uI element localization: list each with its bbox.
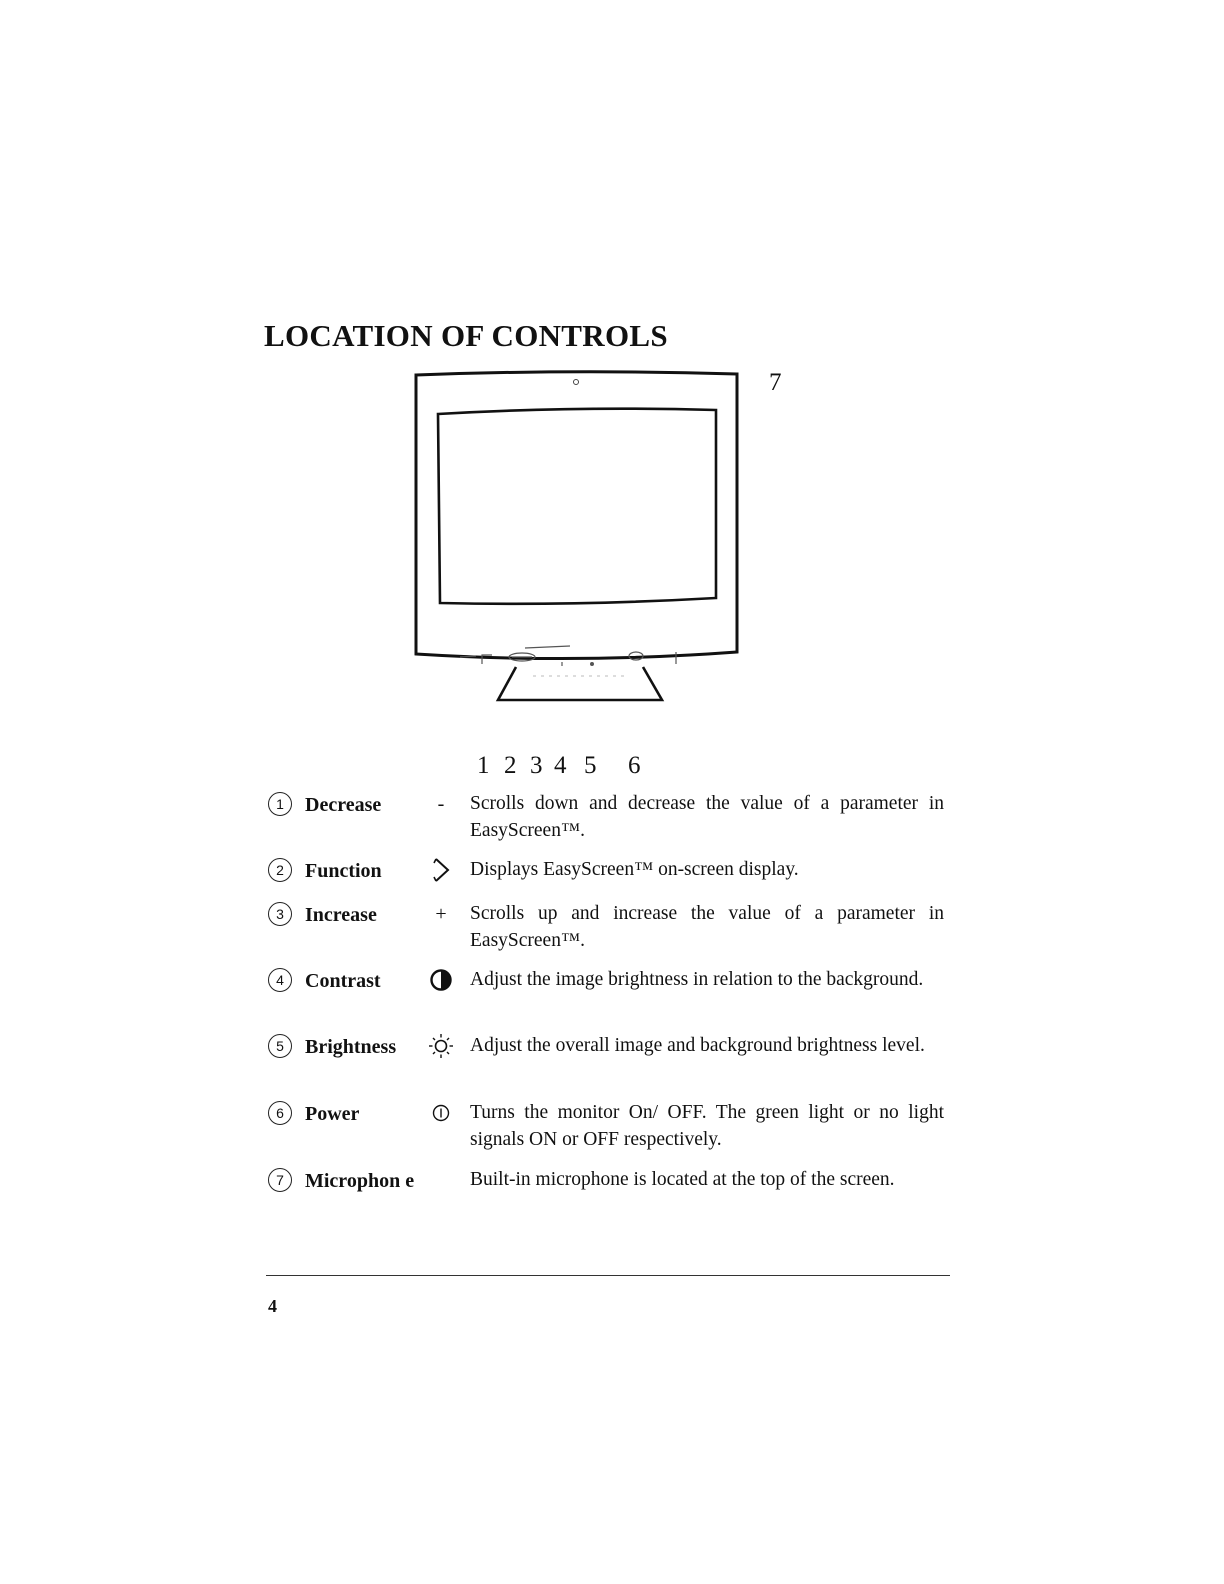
page-number: 4 xyxy=(268,1296,277,1316)
contrast-icon xyxy=(424,966,458,994)
control-description: Displays EasyScreen™ on-screen display. xyxy=(470,859,799,880)
item-number: 1 xyxy=(268,792,292,816)
control-description: Adjust the overall image and background brightness level. xyxy=(470,1035,925,1056)
item-number: 2 xyxy=(268,858,292,882)
monitor-screen xyxy=(438,409,716,604)
control-description: Scrolls up and increase the value of a parameter in EasyScreen™. xyxy=(470,903,944,951)
brightness-sun-icon xyxy=(424,1032,458,1060)
function-diamond-icon xyxy=(424,856,458,884)
callout-2: 2 xyxy=(504,752,517,779)
footer-rule xyxy=(266,1275,950,1276)
item-number: 6 xyxy=(268,1101,292,1125)
item-number: 3 xyxy=(268,902,292,926)
callout-7: 7 xyxy=(769,369,782,396)
item-number: 7 xyxy=(268,1168,292,1192)
minus-icon: - xyxy=(437,792,445,815)
control-name: Microphon e xyxy=(305,1170,415,1192)
control-name: Increase xyxy=(305,904,377,926)
control-name: Contrast xyxy=(305,970,381,992)
callout-3: 3 xyxy=(530,752,543,779)
callout-6: 6 xyxy=(628,752,641,779)
control-name: Decrease xyxy=(305,794,382,816)
front-buttons xyxy=(460,646,676,666)
control-name: Brightness xyxy=(305,1036,397,1058)
page-title: LOCATION OF CONTROLS xyxy=(264,318,668,353)
item-number: 5 xyxy=(268,1034,292,1058)
monitor-bezel xyxy=(416,372,737,659)
control-description: Adjust the image brightness in relation to the background. xyxy=(470,969,924,990)
item-number: 4 xyxy=(268,968,292,992)
control-name: Function xyxy=(305,860,382,882)
callout-1: 1 xyxy=(477,752,490,779)
control-description: Turns the monitor On/ OFF. The green light or no light signals ON or OFF respectively. xyxy=(470,1102,944,1150)
power-icon xyxy=(424,1099,458,1127)
control-description: Built-in microphone is located at the top of the screen. xyxy=(470,1169,895,1190)
callout-5: 5 xyxy=(584,752,597,779)
callout-4: 4 xyxy=(554,752,567,779)
microphone-icon xyxy=(574,380,579,385)
plus-icon: + xyxy=(435,902,447,925)
control-name: Power xyxy=(305,1103,360,1125)
monitor-stand xyxy=(498,667,662,700)
control-description: Scrolls down and decrease the value of a parameter in EasyScreen™. xyxy=(470,793,944,841)
